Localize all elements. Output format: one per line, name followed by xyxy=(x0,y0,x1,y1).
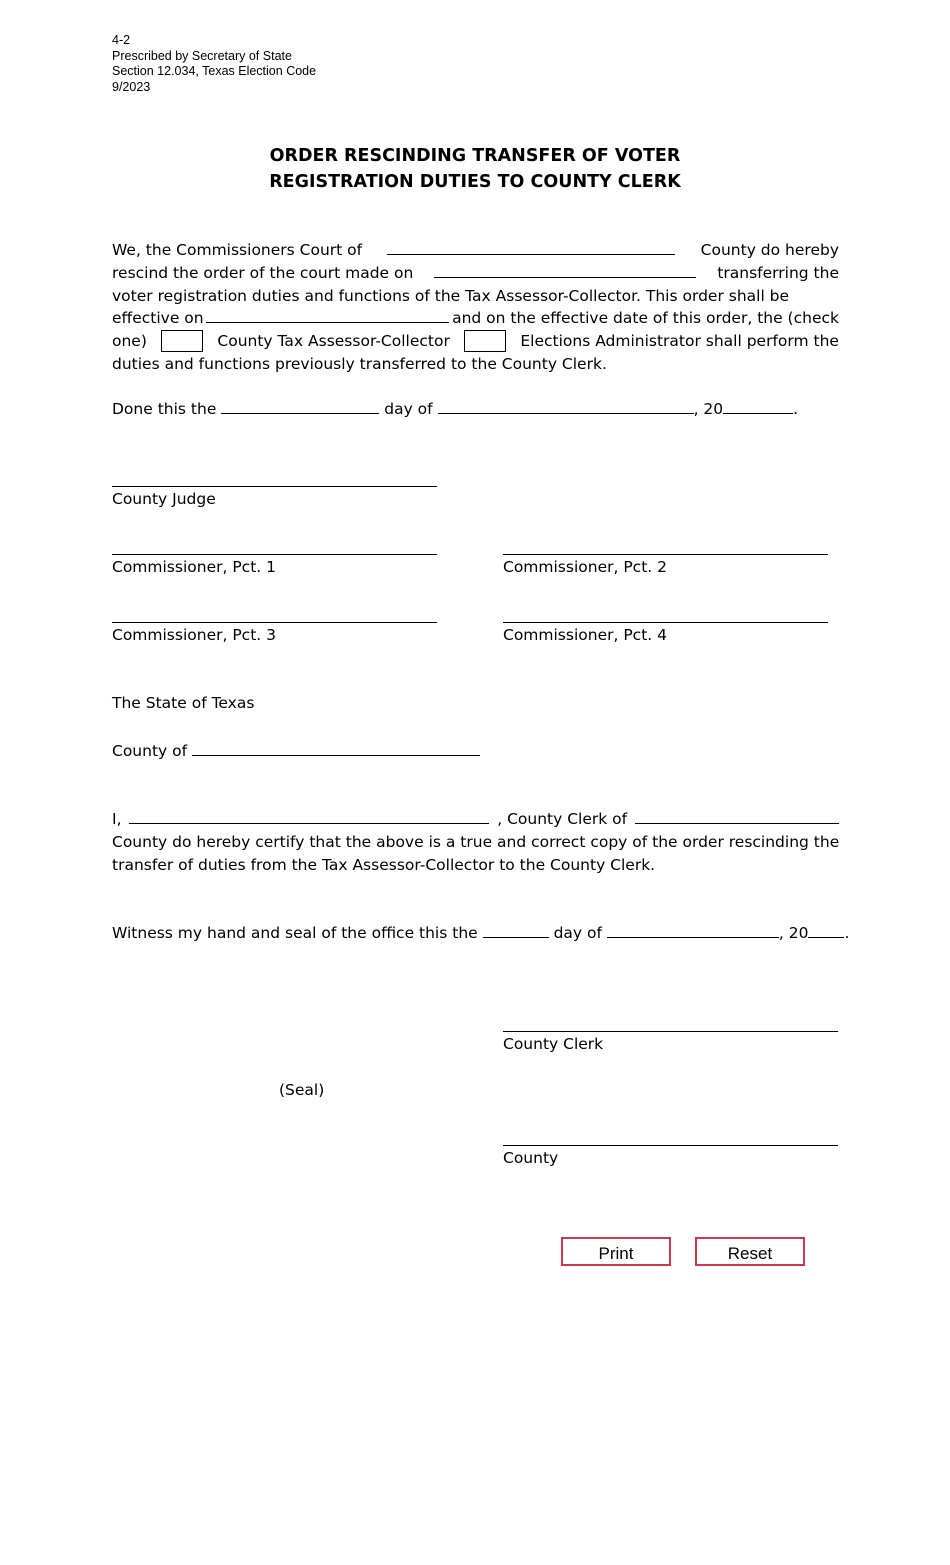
certificate-text: transfer of duties from the Tax Assessor-Collector to the County Clerk. xyxy=(112,855,656,874)
pct1-signature-line[interactable] xyxy=(112,554,437,555)
effective-date-field[interactable] xyxy=(206,307,449,323)
form-header xyxy=(112,33,316,95)
done-line xyxy=(112,398,798,418)
clerk-name-field[interactable] xyxy=(129,808,489,824)
done-text: Done this the xyxy=(112,400,217,418)
witness-day-field[interactable] xyxy=(483,922,549,938)
pct2-signature-line[interactable] xyxy=(503,554,828,555)
title-line-1: ORDER RESCINDING TRANSFER OF VOTER xyxy=(269,146,681,166)
county-of-line xyxy=(112,740,480,760)
reset-button[interactable]: Reset xyxy=(695,1237,805,1266)
done-month-field[interactable] xyxy=(438,398,694,414)
witness-year-field[interactable] xyxy=(808,922,844,938)
county-label: County xyxy=(503,1149,559,1167)
county-of-label: County of xyxy=(112,742,188,760)
done-text: day of xyxy=(384,400,433,418)
pct3-signature-line[interactable] xyxy=(112,622,437,623)
order-text: effective on xyxy=(112,309,204,328)
order-text: County Tax Assessor-Collector xyxy=(217,332,450,351)
witness-text: Witness my hand and seal of the office this the xyxy=(112,924,478,942)
done-year-field[interactable] xyxy=(723,398,793,414)
form-number: 4-2 xyxy=(112,33,131,47)
witness-text: . xyxy=(844,924,850,942)
title-line-2: REGISTRATION DUTIES TO COUNTY CLERK xyxy=(269,172,681,192)
print-button[interactable]: Print xyxy=(561,1237,671,1266)
pct2-label: Commissioner, Pct. 2 xyxy=(503,558,667,576)
county-name-field[interactable] xyxy=(387,239,675,255)
clerk-county-field[interactable] xyxy=(635,808,839,824)
prescribed-by: Prescribed by Secretary of State xyxy=(112,48,292,63)
pct3-label: Commissioner, Pct. 3 xyxy=(112,626,276,644)
code-section: Section 12.034, Texas Election Code xyxy=(112,64,317,78)
county-judge-label: County Judge xyxy=(112,490,216,508)
order-text: one) xyxy=(112,332,147,351)
order-text: duties and functions previously transferred to the County Clerk. xyxy=(112,354,607,373)
order-text: voter registration duties and functions of the Tax Assessor-Collector. This order shall be xyxy=(112,286,790,305)
order-text: Elections Administrator shall perform the xyxy=(520,332,839,351)
order-text: transferring the xyxy=(717,263,839,282)
certificate-text: I, xyxy=(112,810,122,828)
county-signature-line[interactable] xyxy=(503,1145,838,1146)
order-text: We, the Commissioners Court of xyxy=(112,241,363,259)
county-clerk-label: County Clerk xyxy=(503,1035,604,1053)
county-of-field[interactable] xyxy=(192,740,480,756)
witness-month-field[interactable] xyxy=(607,922,779,938)
elections-admin-checkbox[interactable] xyxy=(464,330,506,352)
certificate-paragraph xyxy=(112,808,839,876)
witness-text: , 20 xyxy=(778,924,809,942)
certificate-text: , County Clerk of xyxy=(497,810,628,828)
order-text: County do hereby xyxy=(700,241,839,259)
pct4-signature-line[interactable] xyxy=(503,622,828,623)
order-text: rescind the order of the court made on xyxy=(112,263,414,282)
tax-assessor-checkbox[interactable] xyxy=(161,330,203,352)
witness-text: day of xyxy=(553,924,602,942)
pct4-label: Commissioner, Pct. 4 xyxy=(503,626,667,644)
form-date: 9/2023 xyxy=(112,79,151,94)
done-text: . xyxy=(793,400,799,418)
page-title xyxy=(0,143,950,195)
certificate-text: County do hereby certify that the above is a true and correct copy of the order rescinding the xyxy=(112,832,840,851)
order-date-field[interactable] xyxy=(434,262,696,278)
done-text: , 20 xyxy=(693,400,724,418)
pct1-label: Commissioner, Pct. 1 xyxy=(112,558,276,576)
order-paragraph xyxy=(112,239,839,376)
seal-label: (Seal) xyxy=(279,1081,325,1099)
state-label: The State of Texas xyxy=(112,694,255,712)
county-clerk-signature-line[interactable] xyxy=(503,1031,838,1032)
done-day-field[interactable] xyxy=(221,398,379,414)
order-text: and on the effective date of this order, the (check xyxy=(452,309,839,328)
county-judge-signature-line[interactable] xyxy=(112,486,437,487)
witness-line xyxy=(112,922,849,942)
